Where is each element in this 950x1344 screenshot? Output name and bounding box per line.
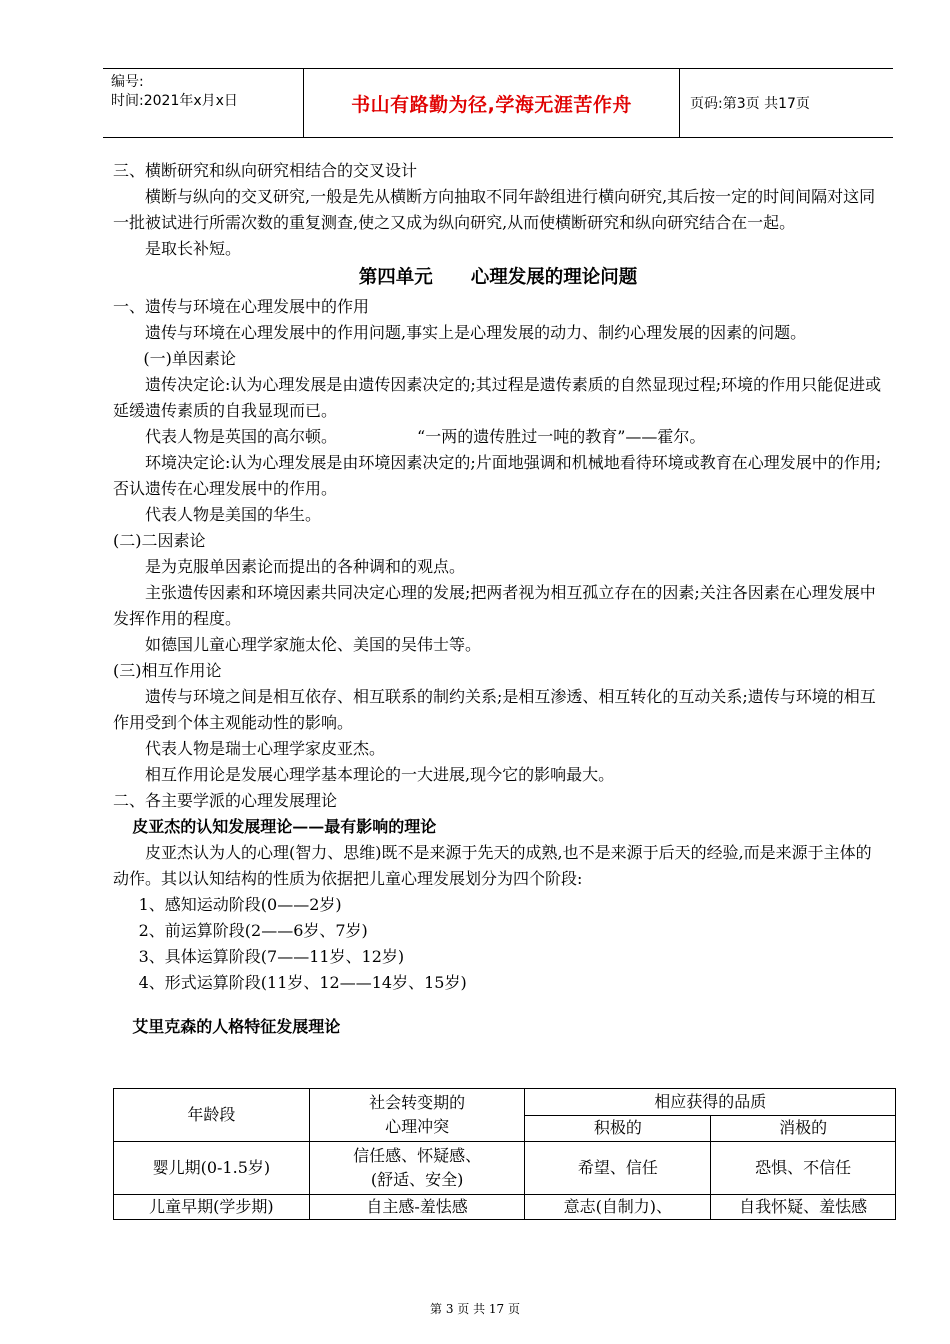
table-header-conflict-line1: 社会转变期的 (369, 1093, 466, 1112)
representative-text: 代表人物是英国的高尔顿。 (145, 427, 338, 446)
piaget-heading: 皮亚杰的认知发展理论——最有影响的理论 (132, 817, 437, 836)
table-row (114, 1142, 896, 1195)
paragraph: 皮亚杰认为人的心理(智力、思维)既不是来源于先天的成熟,也不是来源于后天的经验,而是来源于主体的动作。其以认知结构的性质为依据把儿童心理发展划分为四个阶段: (113, 843, 872, 888)
stage-item: 4、形式运算阶段(11岁、12——14岁、15岁) (138, 973, 467, 992)
paragraph: 遗传与环境之间是相互依存、相互联系的制约关系;是相互渗透、相互转化的互动关系;遗传与环境的相互作用受到个体主观能动性的影响。 (113, 687, 876, 732)
table-header-negative: 消极的 (711, 1115, 896, 1142)
page-header (103, 68, 893, 138)
paragraph: 环境决定论:认为心理发展是由环境因素决定的;片面地强调和机械地看待环境或教育在心理发展中的作用;否认遗传在心理发展中的作用。 (113, 453, 882, 498)
header-motto-cell (303, 69, 680, 137)
subsection-title: (二)二因素论 (113, 531, 206, 550)
header-motto: 书山有路勤为径,学海无涯苦作舟 (351, 93, 632, 116)
table-cell-positive: 希望、信任 (525, 1142, 711, 1195)
header-meta (103, 69, 303, 137)
document-body (113, 158, 883, 1040)
paragraph: 遗传与环境在心理发展中的作用问题,事实上是心理发展的动力、制约心理发展的因素的问题。 (145, 323, 807, 342)
table-cell-conflict-line1: 信任感、怀疑感、 (353, 1146, 482, 1165)
paragraph: 主张遗传因素和环境因素共同决定心理的发展;把两者视为相互孤立存在的因素;关注各因素在心理发展中发挥作用的程度。 (113, 583, 876, 628)
header-page-cell (680, 69, 893, 137)
table-cell-age: 儿童早期(学步期) (114, 1195, 310, 1220)
paragraph: 遗传决定论:认为心理发展是由遗传因素决定的;其过程是遗传素质的自然显现过程;环境的作用只能促进或延缓遗传素质的自我显现而已。 (113, 375, 882, 420)
table-cell-negative: 恐惧、不信任 (711, 1142, 896, 1195)
table-cell-age: 婴儿期(0-1.5岁) (114, 1142, 310, 1195)
page-footer: 第 3 页 共 17 页 (430, 1302, 520, 1316)
table-header-conflict (309, 1089, 525, 1142)
paragraph: 如德国儿童心理学家施太伦、美国的吴伟士等。 (145, 635, 482, 654)
table-cell-conflict (309, 1142, 525, 1195)
unit-heading-title: 心理发展的理论问题 (470, 267, 638, 288)
header-page-number: 页码:第3页 共17页 (690, 96, 810, 112)
table-cell-positive: 意志(自制力)、 (525, 1195, 711, 1220)
erikson-table (113, 1088, 896, 1220)
erikson-heading: 艾里克森的人格特征发展理论 (132, 1017, 341, 1036)
section-title: 三、横断研究和纵向研究相结合的交叉设计 (113, 161, 418, 180)
table-cell-conflict: 自主感-羞怯感 (309, 1195, 525, 1220)
subsection-title: (一)单因素论 (143, 349, 236, 368)
table-header-quality: 相应获得的品质 (525, 1089, 896, 1116)
header-number: 编号: (111, 74, 144, 90)
paragraph: 是为克服单因素论而提出的各种调和的观点。 (145, 557, 466, 576)
stage-item: 1、感知运动阶段(0——2岁) (138, 895, 342, 914)
paragraph: 是取长补短。 (145, 239, 242, 258)
section-title: 一、遗传与环境在心理发展中的作用 (113, 297, 370, 316)
paragraph: 代表人物是瑞士心理学家皮亚杰。 (145, 739, 386, 758)
table-header-positive: 积极的 (525, 1115, 711, 1142)
section-title: 二、各主要学派的心理发展理论 (113, 791, 338, 810)
unit-heading-number: 第四单元 (358, 267, 433, 288)
quote-text: “一两的遗传胜过一吨的教育”——霍尔。 (417, 427, 706, 446)
table-header-row (114, 1089, 896, 1116)
header-time: 时间:2021年x月x日 (111, 93, 238, 109)
table-header-age: 年龄段 (114, 1089, 310, 1142)
paragraph (113, 424, 883, 450)
table-row (114, 1195, 896, 1220)
subsection-title: (三)相互作用论 (113, 661, 222, 680)
unit-heading (113, 262, 883, 294)
table-cell-conflict-line2: (舒适、安全) (370, 1170, 464, 1189)
stage-item: 3、具体运算阶段(7——11岁、12岁) (138, 947, 405, 966)
table-header-conflict-line2: 心理冲突 (385, 1117, 450, 1136)
paragraph: 横断与纵向的交叉研究,一般是先从横断方向抽取不同年龄组进行横向研究,其后按一定的时间间隔对这同一批被试进行所需次数的重复测查,使之又成为纵向研究,从而使横断研究和纵向研究结合在一起。 (113, 187, 876, 232)
paragraph: 相互作用论是发展心理学基本理论的一大进展,现今它的影响最大。 (145, 765, 615, 784)
stage-item: 2、前运算阶段(2——6岁、7岁) (138, 921, 368, 940)
table-cell-negative: 自我怀疑、羞怯感 (711, 1195, 896, 1220)
paragraph: 代表人物是美国的华生。 (145, 505, 322, 524)
